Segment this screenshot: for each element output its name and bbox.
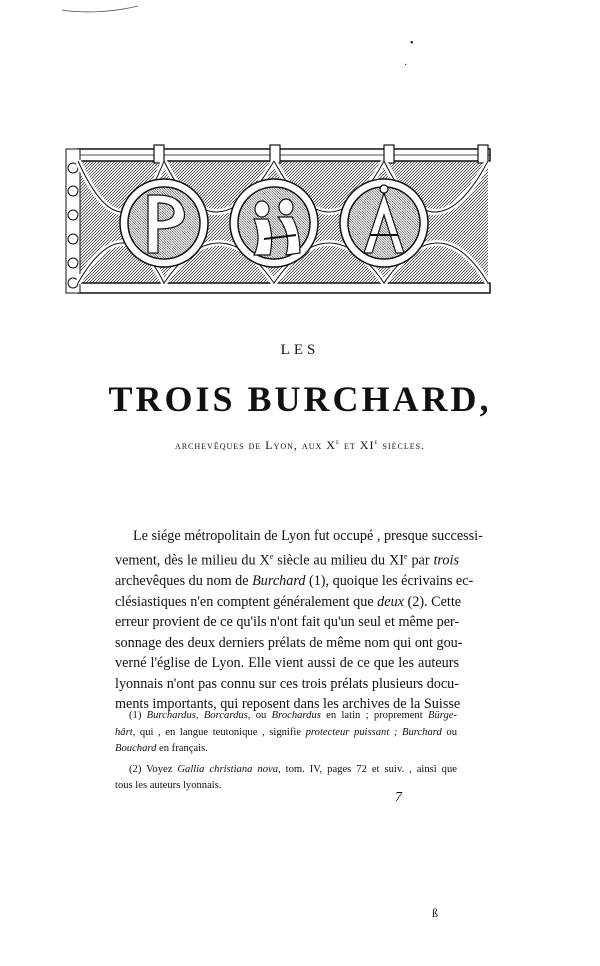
page-number: 7: [395, 790, 402, 805]
subtitle-sup: e: [374, 438, 379, 446]
body-line: ments importants, qui reposent dans les archives de la Suisse: [115, 696, 461, 713]
subtitle-sup: e: [335, 438, 340, 446]
footnote-line: (1) Burchardus, Borcardus, ou Brochardus en latin ; proprement Bürge-: [129, 710, 458, 721]
body-line: erreur provient de ce qu'ils n'ont fait qu'un seul et même per-: [115, 614, 460, 631]
subtitle-text: et XI: [340, 438, 375, 452]
ornamental-frieze-illustration: [64, 143, 492, 301]
pencil-mark: [60, 2, 140, 16]
body-line: lyonnais n'ont pas connu sur ces trois prélats plusieurs docu-: [115, 675, 459, 692]
footnote-line: Bouchard en français.: [115, 743, 208, 754]
ink-speck: •: [410, 38, 414, 49]
page-title: TROIS BURCHARD,: [108, 379, 492, 419]
subtitle-text: archevêques de Lyon, aux X: [174, 438, 336, 452]
body-line: archevêques du nom de Burchard (1), quoique les écrivains ec-: [115, 572, 474, 589]
footnote-line: tous les auteurs lyonnais.: [115, 780, 222, 791]
ink-speck: ·: [404, 60, 408, 71]
body-line: clésiastiques n'en comptent généralement que deux (2). Cette: [115, 593, 462, 610]
body-paragraph: [115, 526, 483, 715]
footnote-line: (2) Voyez Gallia christiana nova, tom. IV, pages 72 et suiv. , ainsi que: [129, 763, 457, 775]
footnotes: [115, 708, 457, 795]
body-line: Le siége métropolitain de Lyon fut occupé , presque successi-: [133, 528, 483, 544]
ink-speck: ß: [432, 906, 438, 920]
subtitle: [0, 438, 600, 453]
body-line: verné l'église de Lyon. Elle vient aussi de ce que les auteurs: [115, 655, 459, 672]
subtitle-text: siècles.: [378, 438, 426, 452]
heading-les: LES: [280, 342, 320, 358]
body-line: vement, dès le milieu du Xe siècle au milieu du XIe par trois: [115, 551, 459, 569]
footnote-line: hârt, qui , en langue teutonique , signifie protecteur puissant ; Burchard ou: [115, 726, 457, 738]
body-line: sonnage des deux derniers prélats de même nom qui ont gou-: [115, 634, 463, 651]
